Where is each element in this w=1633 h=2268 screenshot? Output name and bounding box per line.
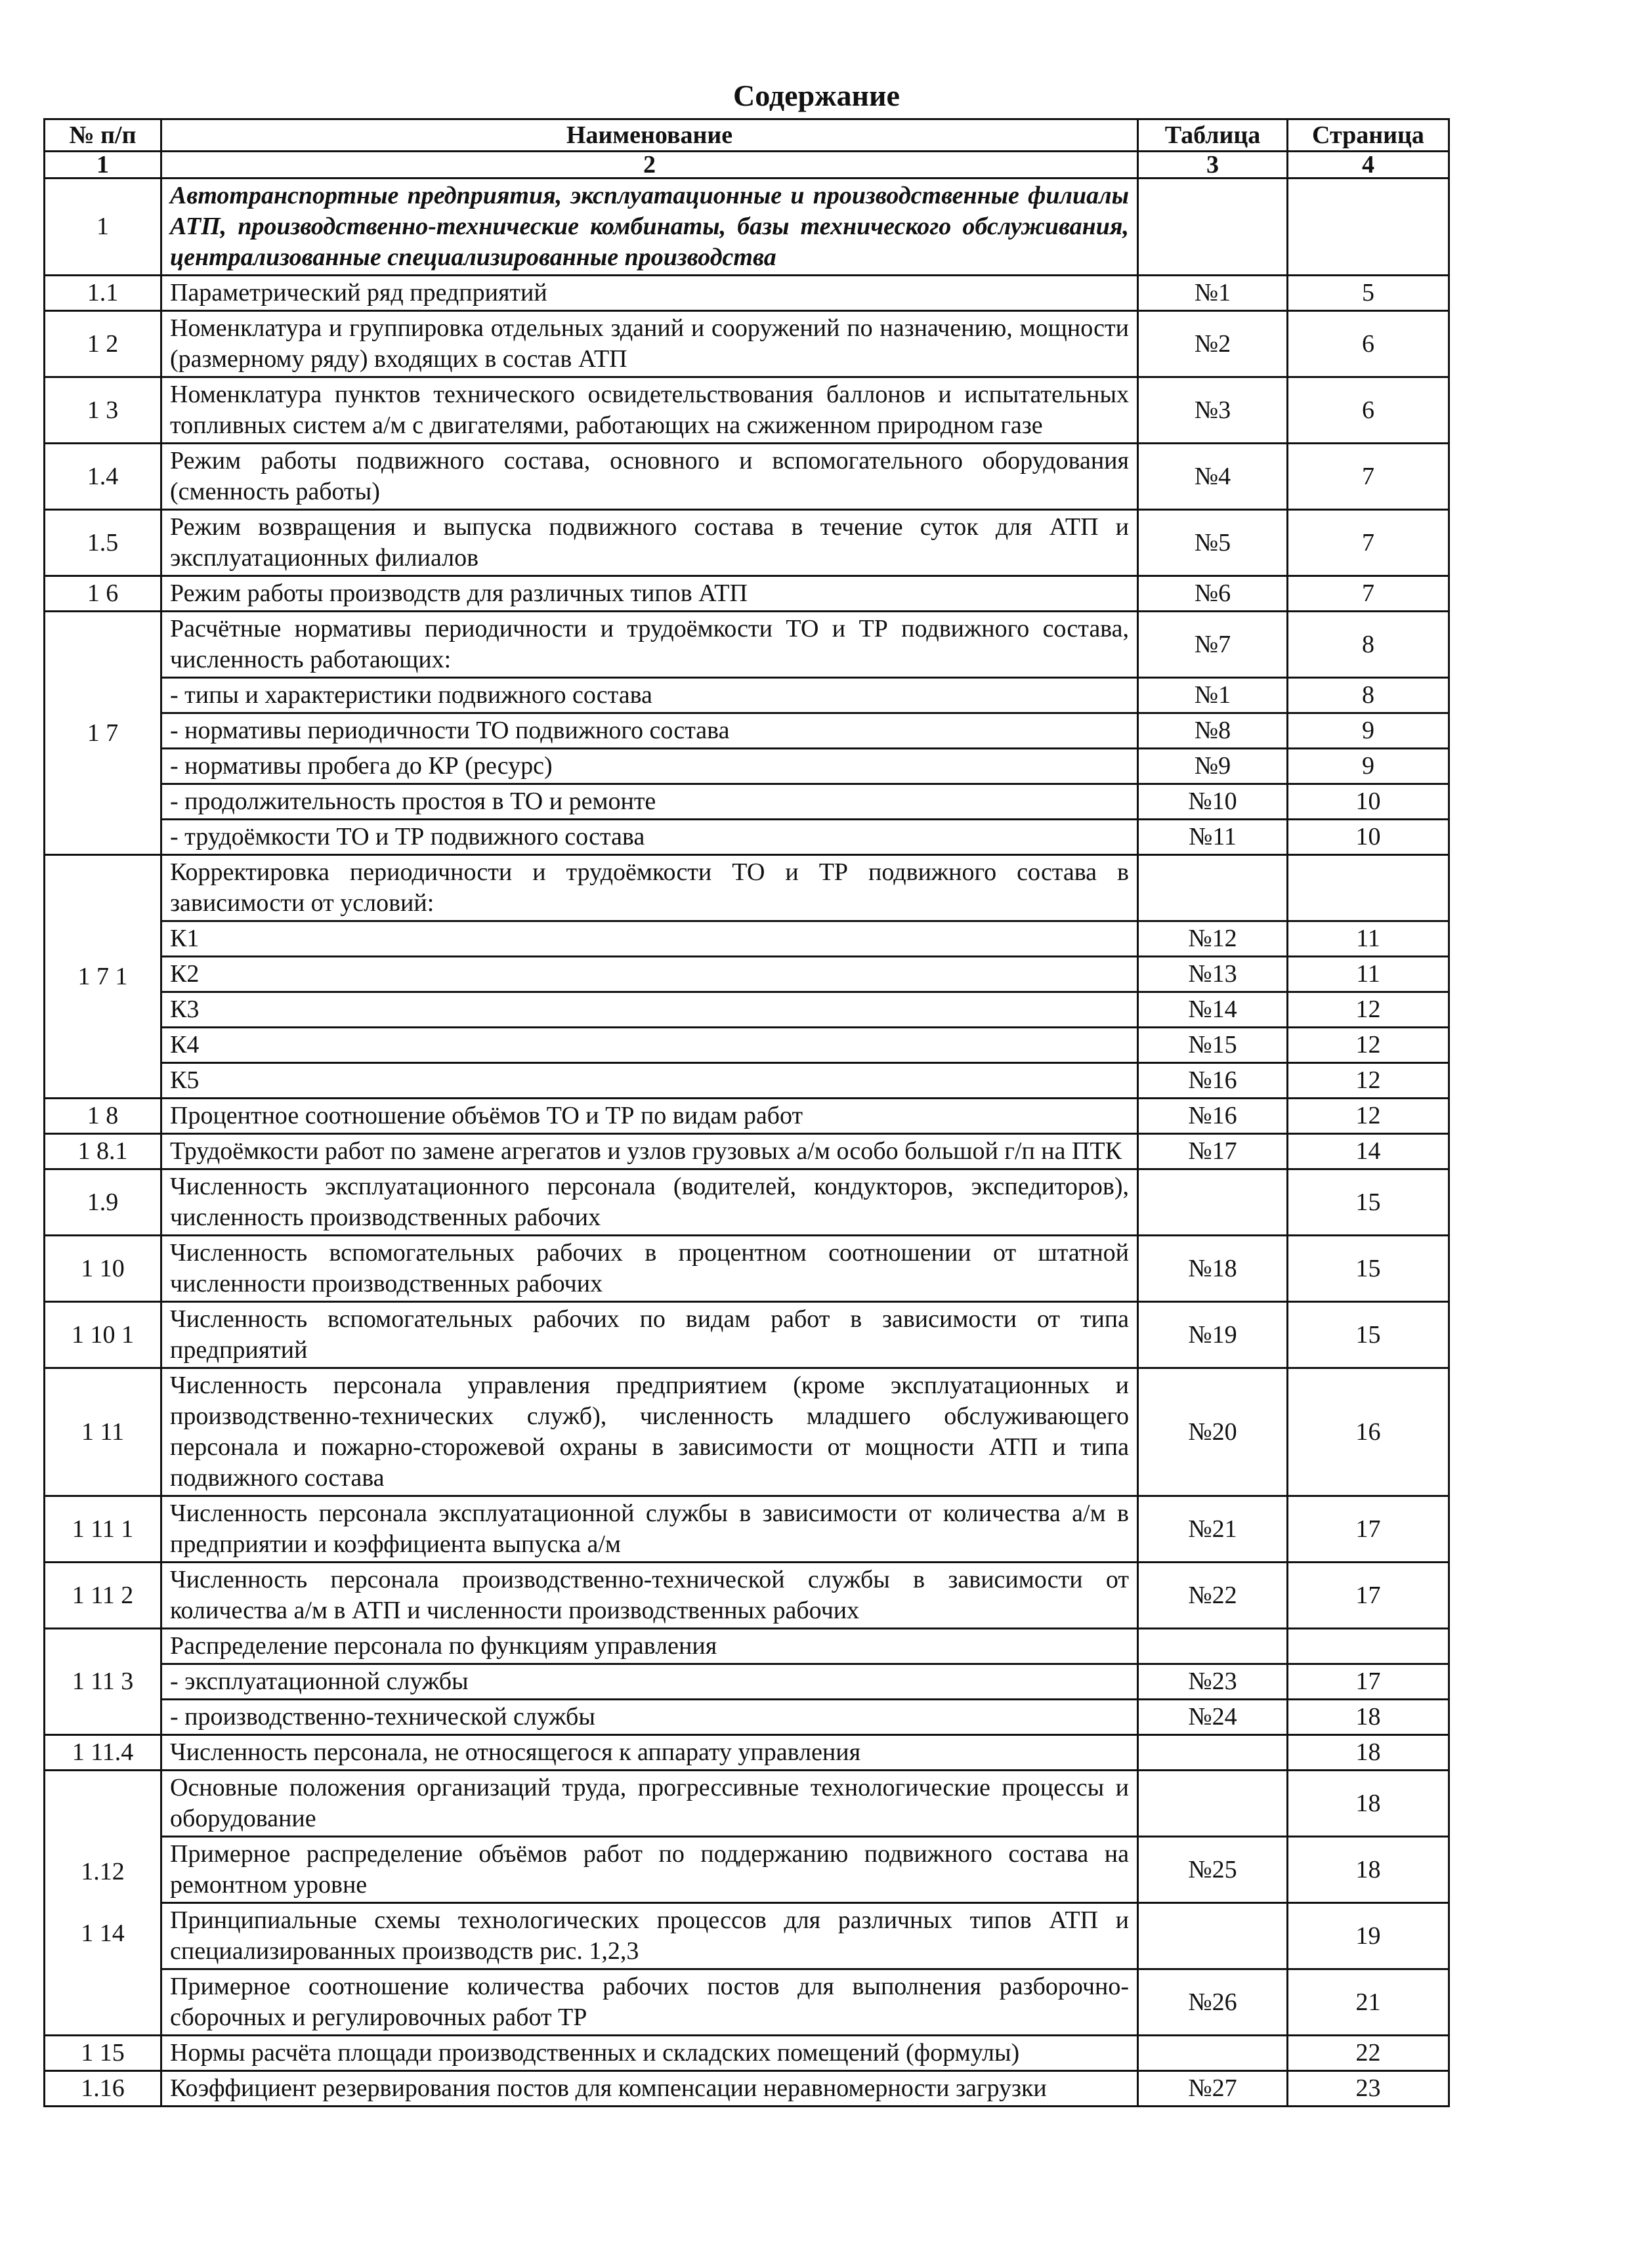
- section-heading: Автотранспортные предприятия, эксплуатационные и производственные филиалы АТП, производственно-технические комбинаты, базы технического обслуживания, централизованные специализированные производства: [161, 178, 1138, 276]
- table-subrow: [45, 820, 1449, 855]
- table-row: [45, 1837, 1449, 1903]
- page-ref: 16: [1288, 1368, 1449, 1496]
- table-subrow: [45, 992, 1449, 1028]
- table-row: [45, 1236, 1449, 1302]
- page-ref: 5: [1288, 276, 1449, 311]
- page-ref: 7: [1288, 444, 1449, 510]
- row-number-group: [45, 1771, 161, 2036]
- page-ref: 17: [1288, 1563, 1449, 1629]
- row-title: Расчётные нормативы периодичности и трудоёмкости ТО и ТР подвижного состава, численность работающих:: [161, 612, 1138, 678]
- table-row: [45, 1629, 1449, 1664]
- table-ref: №26: [1138, 1969, 1288, 2036]
- subrow-title: К1: [161, 921, 1138, 957]
- row-title: Параметрический ряд предприятий: [161, 276, 1138, 311]
- table-row: [45, 1969, 1449, 2036]
- table-row: [45, 1169, 1449, 1236]
- row-title: Примерное соотношение количества рабочих постов для выполнения разборочно-сборочных и регулировочных работ ТР: [161, 1969, 1138, 2036]
- page-ref: 11: [1288, 921, 1449, 957]
- row-title: Численность персонала эксплуатационной службы в зависимости от количества а/м в предприятии и коэффициента выпуска а/м: [161, 1496, 1138, 1563]
- page-ref: 14: [1288, 1134, 1449, 1169]
- table-ref: №25: [1138, 1837, 1288, 1903]
- table-subrow: [45, 1028, 1449, 1063]
- table-ref: [1138, 1903, 1288, 1969]
- table-ref: №4: [1138, 444, 1288, 510]
- row-title: Распределение персонала по функциям управления: [161, 1629, 1138, 1664]
- table-row: [45, 178, 1449, 276]
- subrow-title: - нормативы периодичности ТО подвижного состава: [161, 713, 1138, 749]
- table-row: [45, 1771, 1449, 1837]
- table-ref: №12: [1138, 921, 1288, 957]
- table-row: [45, 1903, 1449, 1969]
- row-title: Номенклатура и группировка отдельных зданий и сооружений по назначению, мощности (размерному ряду) входящих в состав АТП: [161, 311, 1138, 377]
- table-ref: №13: [1138, 957, 1288, 992]
- column-number: 3: [1138, 152, 1288, 178]
- table-row: [45, 1134, 1449, 1169]
- table-ref: №9: [1138, 749, 1288, 784]
- row-number: 1.5: [45, 510, 161, 576]
- page-ref: 17: [1288, 1664, 1449, 1700]
- table-ref: №5: [1138, 510, 1288, 576]
- table-ref: [1138, 1735, 1288, 1771]
- row-number: 1 15: [45, 2036, 161, 2071]
- table-row: [45, 444, 1449, 510]
- page-ref: 12: [1288, 1028, 1449, 1063]
- column-number: 1: [45, 152, 161, 178]
- table-row: [45, 276, 1449, 311]
- page-ref: 6: [1288, 311, 1449, 377]
- page-ref: 18: [1288, 1771, 1449, 1837]
- table-ref: №18: [1138, 1236, 1288, 1302]
- subrow-title: К3: [161, 992, 1138, 1028]
- table-row: [45, 1302, 1449, 1368]
- page-ref: 7: [1288, 576, 1449, 612]
- row-number: 1.9: [45, 1169, 161, 1236]
- row-number: 1 11 2: [45, 1563, 161, 1629]
- row-title: Корректировка периодичности и трудоёмкости ТО и ТР подвижного состава в зависимости от условий:: [161, 855, 1138, 921]
- table-ref: №1: [1138, 276, 1288, 311]
- table-ref: №16: [1138, 1063, 1288, 1099]
- page-ref: 10: [1288, 784, 1449, 820]
- table-ref: [1138, 2036, 1288, 2071]
- table-ref: [1138, 178, 1288, 276]
- row-title: Номенклатура пунктов технического освидетельствования баллонов и испытательных топливных систем а/м с двигателями, работающих на сжиженном природном газе: [161, 377, 1138, 444]
- page-ref: 23: [1288, 2071, 1449, 2107]
- table-ref: №14: [1138, 992, 1288, 1028]
- column-number: 4: [1288, 152, 1449, 178]
- row-title: Нормы расчёта площади производственных и складских помещений (формулы): [161, 2036, 1138, 2071]
- table-subrow: [45, 713, 1449, 749]
- page-ref: 9: [1288, 749, 1449, 784]
- subrow-title: - эксплуатационной службы: [161, 1664, 1138, 1700]
- page-ref: 15: [1288, 1236, 1449, 1302]
- table-ref: №24: [1138, 1700, 1288, 1735]
- table-row: [45, 311, 1449, 377]
- table-ref: №7: [1138, 612, 1288, 678]
- table-row: [45, 377, 1449, 444]
- page-ref: 12: [1288, 992, 1449, 1028]
- table-ref: №3: [1138, 377, 1288, 444]
- table-row: [45, 576, 1449, 612]
- table-ref: №2: [1138, 311, 1288, 377]
- page-ref: 15: [1288, 1302, 1449, 1368]
- page-ref: 12: [1288, 1063, 1449, 1099]
- table-subrow: [45, 749, 1449, 784]
- table-ref: №1: [1138, 678, 1288, 713]
- row-title: Численность вспомогательных рабочих в процентном соотношении от штатной численности производственных рабочих: [161, 1236, 1138, 1302]
- table-row: [45, 1368, 1449, 1496]
- table-ref: [1138, 1771, 1288, 1837]
- row-number: 1.4: [45, 444, 161, 510]
- page-ref: 11: [1288, 957, 1449, 992]
- page-ref: 18: [1288, 1700, 1449, 1735]
- row-title: Процентное соотношение объёмов ТО и ТР по видам работ: [161, 1099, 1138, 1134]
- column-header-page: Страница: [1288, 119, 1449, 152]
- column-header-table: Таблица: [1138, 119, 1288, 152]
- column-number: 2: [161, 152, 1138, 178]
- row-title: Основные положения организаций труда, прогрессивные технологические процессы и оборудование: [161, 1771, 1138, 1837]
- row-number: 1 10: [45, 1236, 161, 1302]
- row-title: Режим работы производств для различных типов АТП: [161, 576, 1138, 612]
- table-row: [45, 612, 1449, 678]
- column-number-row: [45, 152, 1449, 178]
- table-ref: №21: [1138, 1496, 1288, 1563]
- row-number: 1 11.4: [45, 1735, 161, 1771]
- table-ref: №10: [1138, 784, 1288, 820]
- row-title: Численность эксплуатационного персонала (водителей, кондукторов, экспедиторов), численность производственных рабочих: [161, 1169, 1138, 1236]
- table-ref: №19: [1138, 1302, 1288, 1368]
- table-row: [45, 1563, 1449, 1629]
- table-subrow: [45, 1700, 1449, 1735]
- row-number: 1 2: [45, 311, 161, 377]
- row-number: 1.1: [45, 276, 161, 311]
- subrow-title: - производственно-технической службы: [161, 1700, 1138, 1735]
- table-row: [45, 2071, 1449, 2107]
- subrow-title: - нормативы пробега до КР (ресурс): [161, 749, 1138, 784]
- table-ref: №16: [1138, 1099, 1288, 1134]
- table-ref: [1138, 1629, 1288, 1664]
- header-row: [45, 119, 1449, 152]
- row-title: Численность персонала производственно-технической службы в зависимости от количества а/м в АТП и численности производственных рабочих: [161, 1563, 1138, 1629]
- page-ref: 12: [1288, 1099, 1449, 1134]
- number-gap: [53, 1887, 152, 1918]
- page-ref: [1288, 178, 1449, 276]
- table-ref: №8: [1138, 713, 1288, 749]
- row-number: 1 10 1: [45, 1302, 161, 1368]
- row-title: Численность вспомогательных рабочих по видам работ в зависимости от типа предприятий: [161, 1302, 1138, 1368]
- page-ref: 19: [1288, 1903, 1449, 1969]
- row-number: 1 8: [45, 1099, 161, 1134]
- row-number: 1 11 3: [45, 1629, 161, 1735]
- table-row: [45, 855, 1449, 921]
- table-row: [45, 1099, 1449, 1134]
- table-ref: №15: [1138, 1028, 1288, 1063]
- page-ref: 22: [1288, 2036, 1449, 2071]
- page-ref: [1288, 1629, 1449, 1664]
- row-title: Коэффициент резервирования постов для компенсации неравномерности загрузки: [161, 2071, 1138, 2107]
- row-number: 1.12: [81, 1858, 125, 1885]
- column-header-num: № п/п: [45, 119, 161, 152]
- table-ref: №11: [1138, 820, 1288, 855]
- row-title: Принципиальные схемы технологических процессов для различных типов АТП и специализированных производств рис. 1,2,3: [161, 1903, 1138, 1969]
- subrow-title: К2: [161, 957, 1138, 992]
- table-row: [45, 1496, 1449, 1563]
- row-title: Трудоёмкости работ по замене агрегатов и узлов грузовых а/м особо большой г/п на ПТК: [161, 1134, 1138, 1169]
- subrow-title: - продолжительность простоя в ТО и ремонте: [161, 784, 1138, 820]
- subrow-title: - трудоёмкости ТО и ТР подвижного состава: [161, 820, 1138, 855]
- table-subrow: [45, 784, 1449, 820]
- contents-table: [43, 118, 1450, 2107]
- table-ref: №22: [1138, 1563, 1288, 1629]
- table-subrow: [45, 957, 1449, 992]
- table-ref: №27: [1138, 2071, 1288, 2107]
- row-number: 1 8.1: [45, 1134, 161, 1169]
- table-subrow: [45, 1664, 1449, 1700]
- table-subrow: [45, 678, 1449, 713]
- table-subrow: [45, 921, 1449, 957]
- table-ref: [1138, 1169, 1288, 1236]
- subrow-title: К4: [161, 1028, 1138, 1063]
- subrow-title: К5: [161, 1063, 1138, 1099]
- row-title: Примерное распределение объёмов работ по поддержанию подвижного состава на ремонтном уровне: [161, 1837, 1138, 1903]
- contents-body: [45, 178, 1449, 2107]
- subrow-title: - типы и характеристики подвижного состава: [161, 678, 1138, 713]
- page-ref: 18: [1288, 1837, 1449, 1903]
- row-number: 1 14: [81, 1920, 125, 1947]
- page-ref: 8: [1288, 678, 1449, 713]
- row-title: Режим возвращения и выпуска подвижного состава в течение суток для АТП и эксплуатационных филиалов: [161, 510, 1138, 576]
- table-ref: №20: [1138, 1368, 1288, 1496]
- column-header-name: Наименование: [161, 119, 1138, 152]
- table-row: [45, 510, 1449, 576]
- page-ref: 21: [1288, 1969, 1449, 2036]
- table-row: [45, 1735, 1449, 1771]
- table-ref: №23: [1138, 1664, 1288, 1700]
- page-ref: 8: [1288, 612, 1449, 678]
- row-title: Режим работы подвижного состава, основного и вспомогательного оборудования (сменность работы): [161, 444, 1138, 510]
- row-number: 1 7 1: [45, 855, 161, 1099]
- row-number: 1 7: [45, 612, 161, 855]
- row-number: 1 3: [45, 377, 161, 444]
- row-number: 1: [45, 178, 161, 276]
- table-row: [45, 2036, 1449, 2071]
- row-number: 1.16: [45, 2071, 161, 2107]
- table-ref: №6: [1138, 576, 1288, 612]
- row-number: 1 11: [45, 1368, 161, 1496]
- row-title: Численность персонала управления предприятием (кроме эксплуатационных и производственно-технических служб), численность младшего обслуживающего персонала и пожарно-сторожевой охраны в зависимости от мощности АТП и типа подвижного состава: [161, 1368, 1138, 1496]
- table-ref: №17: [1138, 1134, 1288, 1169]
- page-ref: 9: [1288, 713, 1449, 749]
- page-ref: 10: [1288, 820, 1449, 855]
- row-number: 1 11 1: [45, 1496, 161, 1563]
- row-number: 1 6: [45, 576, 161, 612]
- page-ref: 6: [1288, 377, 1449, 444]
- row-title: Численность персонала, не относящегося к аппарату управления: [161, 1735, 1138, 1771]
- page-ref: [1288, 855, 1449, 921]
- page-ref: 7: [1288, 510, 1449, 576]
- page-ref: 17: [1288, 1496, 1449, 1563]
- table-subrow: [45, 1063, 1449, 1099]
- page-ref: 15: [1288, 1169, 1449, 1236]
- page-ref: 18: [1288, 1735, 1449, 1771]
- page-title: Содержание: [733, 79, 900, 112]
- table-ref: [1138, 855, 1288, 921]
